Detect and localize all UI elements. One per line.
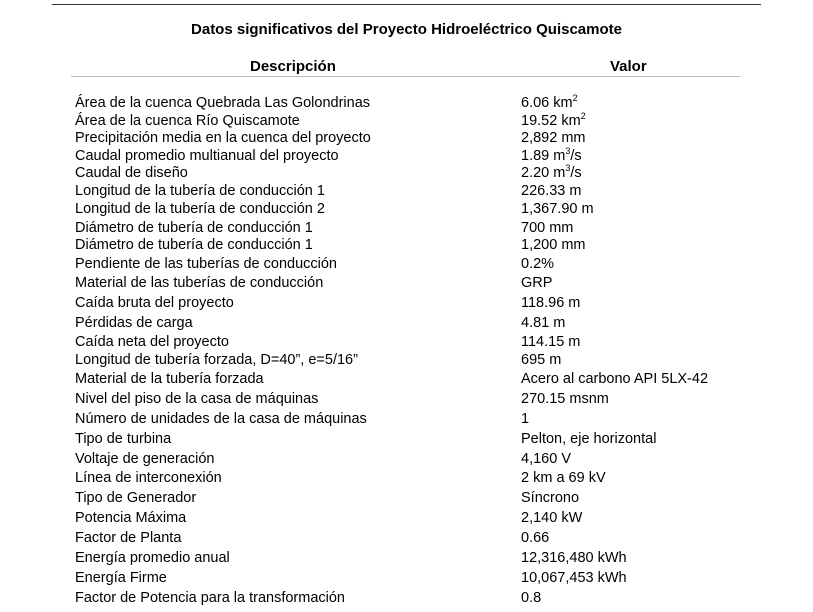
- table-row: [0, 200, 813, 219]
- row-value-text: 10,067,453 kWh: [521, 570, 627, 586]
- table-row: [0, 569, 813, 588]
- row-value-text: 1,200 mm: [521, 237, 586, 253]
- row-description: Área de la cuenca Quebrada Las Golondrinas: [75, 95, 371, 111]
- row-description: Línea de interconexión: [75, 470, 222, 486]
- row-description: Energía promedio anual: [75, 550, 230, 566]
- table-row: [0, 450, 813, 469]
- table-row: [0, 529, 813, 548]
- row-description: Voltaje de generación: [75, 451, 215, 467]
- table-row: [0, 430, 813, 449]
- table-row: [0, 390, 813, 409]
- row-value: [521, 333, 580, 352]
- row-value-text: 700 mm: [521, 220, 574, 236]
- row-description: Tipo de Generador: [75, 490, 197, 506]
- table-row: [0, 469, 813, 488]
- table-row: [0, 255, 813, 274]
- row-value: [521, 450, 571, 469]
- row-description: Caída bruta del proyecto: [75, 295, 234, 311]
- table-row: [0, 274, 813, 293]
- table-row: [0, 410, 813, 429]
- row-value-text: 1: [521, 411, 530, 427]
- table-row: [0, 509, 813, 528]
- row-description: Energía Firme: [75, 570, 167, 586]
- row-value: [521, 410, 529, 429]
- table-row: [0, 129, 813, 148]
- row-value-text: 118.96 m: [521, 295, 581, 311]
- row-value-text: 0.66: [521, 530, 550, 546]
- table-row: [0, 164, 813, 183]
- row-description: Factor de Potencia para la transformación: [75, 590, 345, 606]
- row-value: [521, 200, 594, 219]
- row-value: [521, 549, 627, 568]
- table-row: [0, 94, 813, 113]
- row-value-superscript: 3: [565, 146, 571, 156]
- table-row: [0, 236, 813, 255]
- row-value-text: 6.06 km: [521, 95, 573, 111]
- row-value-text: Síncrono: [521, 490, 580, 506]
- row-value-text: 2,892 mm: [521, 130, 586, 146]
- row-value-suffix: /s: [570, 148, 582, 164]
- row-value-superscript: 2: [580, 111, 586, 121]
- row-value-text: 0.8: [521, 590, 542, 606]
- row-value: [521, 164, 582, 183]
- row-value-text: 114.15 m: [521, 334, 581, 350]
- row-value-text: 2 km a 69 kV: [521, 470, 606, 486]
- row-value-text: 695 m: [521, 352, 562, 368]
- row-value-text: Acero al carbono API 5LX-42: [521, 371, 709, 387]
- row-value-text: 12,316,480 kWh: [521, 550, 627, 566]
- row-value: [521, 509, 582, 528]
- row-value-text: Pelton, eje horizontal: [521, 431, 657, 447]
- table-row: [0, 370, 813, 389]
- row-description: Material de la tubería forzada: [75, 371, 264, 387]
- row-description: Pérdidas de carga: [75, 315, 193, 331]
- row-value-superscript: 2: [572, 93, 578, 103]
- row-value: [521, 314, 565, 333]
- table-title: Datos significativos del Proyecto Hidroeléctrico Quiscamote: [191, 21, 622, 38]
- row-value: [521, 294, 580, 313]
- row-description: Longitud de tubería forzada, D=40”, e=5/16”: [75, 352, 358, 368]
- table-row: [0, 489, 813, 508]
- row-description: Pendiente de las tuberías de conducción: [75, 256, 337, 272]
- row-description: Precipitación media en la cuenca del proyecto: [75, 130, 371, 146]
- row-value: [521, 274, 552, 293]
- row-value-text: 4,160 V: [521, 451, 571, 467]
- table-row: [0, 314, 813, 333]
- row-value: [521, 529, 549, 548]
- row-value-text: 270.15 msnm: [521, 391, 609, 407]
- row-description: Potencia Máxima: [75, 510, 187, 526]
- row-value: [521, 569, 627, 588]
- column-header-value: Valor: [610, 58, 647, 75]
- row-value-text: 2.20 m: [521, 165, 566, 181]
- row-value-text: 19.52 km: [521, 113, 581, 129]
- table-row: [0, 549, 813, 568]
- row-value-superscript: 3: [565, 163, 571, 173]
- row-value-text: GRP: [521, 275, 553, 291]
- row-value: [521, 390, 609, 409]
- row-description: Caudal promedio multianual del proyecto: [75, 148, 339, 164]
- row-value: [521, 351, 561, 370]
- row-value: [521, 469, 606, 488]
- row-description: Factor de Planta: [75, 530, 182, 546]
- row-value-text: 4.81 m: [521, 315, 566, 331]
- row-description: Caudal de diseño: [75, 165, 188, 181]
- row-value-text: 1,367.90 m: [521, 201, 594, 217]
- row-description: Longitud de la tubería de conducción 2: [75, 201, 325, 217]
- row-value: [521, 94, 578, 113]
- table-row: [0, 182, 813, 201]
- row-description: Diámetro de tubería de conducción 1: [75, 220, 313, 236]
- row-description: Longitud de la tubería de conducción 1: [75, 183, 325, 199]
- table-row: [0, 333, 813, 352]
- row-description: Material de las tuberías de conducción: [75, 275, 324, 291]
- table-row: [0, 589, 813, 608]
- table-row: [0, 351, 813, 370]
- row-description: Número de unidades de la casa de máquinas: [75, 411, 367, 427]
- row-description: Área de la cuenca Río Quiscamote: [75, 113, 300, 129]
- column-header-description: Descripción: [250, 58, 336, 75]
- row-description: Caída neta del proyecto: [75, 334, 229, 350]
- row-value-suffix: /s: [570, 165, 582, 181]
- table-row: [0, 294, 813, 313]
- row-value: [521, 430, 656, 449]
- row-value: [521, 489, 579, 508]
- row-value-text: 1.89 m: [521, 148, 566, 164]
- row-description: Diámetro de tubería de conducción 1: [75, 237, 313, 253]
- row-value: [521, 236, 585, 255]
- row-description: Nivel del piso de la casa de máquinas: [75, 391, 319, 407]
- row-value: [521, 370, 708, 389]
- row-value: [521, 589, 541, 608]
- row-value: [521, 182, 581, 201]
- row-description: Tipo de turbina: [75, 431, 172, 447]
- row-value-text: 226.33 m: [521, 183, 582, 199]
- row-value-text: 2,140 kW: [521, 510, 583, 526]
- row-value: [521, 129, 585, 148]
- row-value: [521, 255, 554, 274]
- row-value-text: 0.2%: [521, 256, 555, 272]
